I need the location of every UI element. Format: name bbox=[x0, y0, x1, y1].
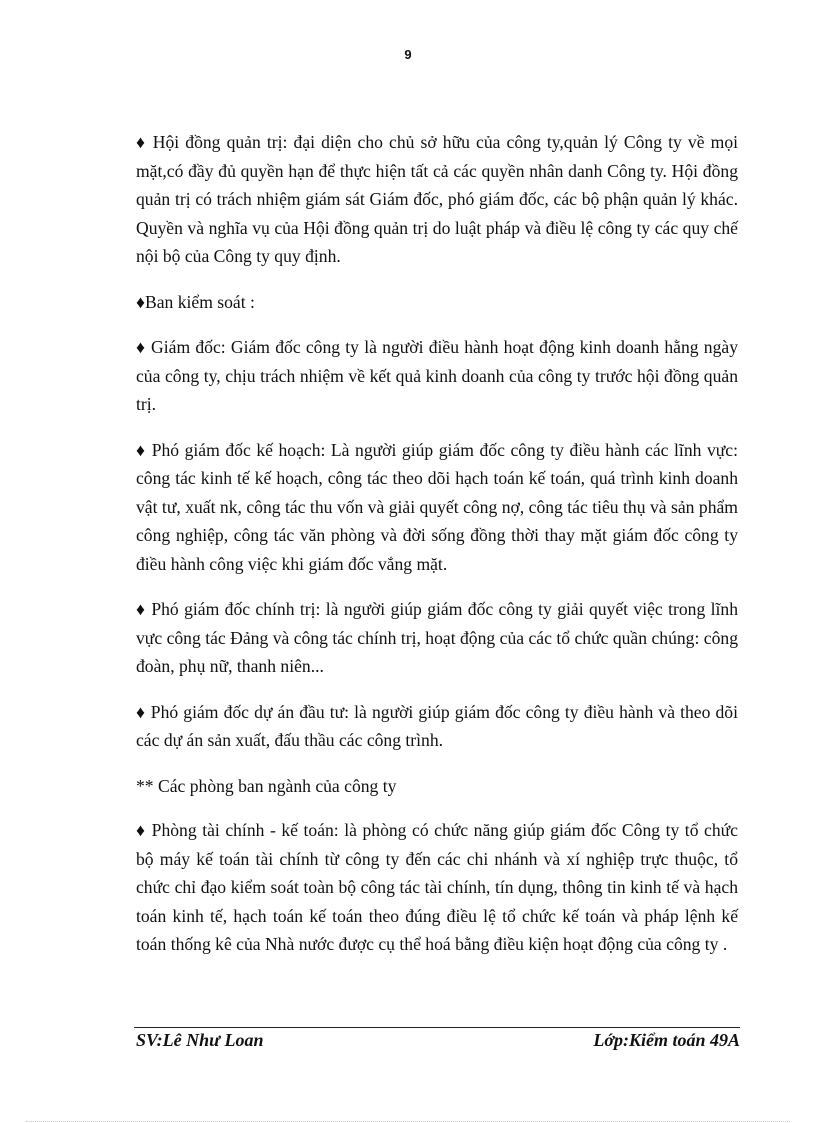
paragraph-giam-doc: ♦ Giám đốc: Giám đốc công ty là người điều hành hoạt động kinh doanh hằng ngày của công ty, chịu trách nhiệm về kết quả kinh doanh của công ty trước hội đồng quản trị. bbox=[136, 337, 738, 414]
page-number: 9 bbox=[404, 47, 412, 62]
paragraph-pho-giam-doc-du-an: ♦ Phó giám đốc dự án đầu tư: là người giúp giám đốc công ty điều hành và theo dõi các dự án sản xuất, đấu thầu các công trình. bbox=[136, 701, 738, 750]
section-heading-phong-ban: ** Các phòng ban ngành của công ty bbox=[136, 775, 397, 796]
paragraph-pho-giam-doc-ke-hoach: ♦ Phó giám đốc kế hoạch: Là người giúp giám đốc công ty điều hành các lĩnh vực: công tác kinh tế kế hoạch, công tác theo dõi hạch toán kế toán, quá trình kinh doanh vật tư, xuất nk, công tác thu vốn và giải quyết công nợ, công tác tiêu thụ và sản phẩm công nghiệp, công tác văn phòng và đời sống đồng thời thay mặt giám đốc công ty điều hành công việc khi giám đốc vắng mặt. bbox=[136, 439, 738, 574]
footer-student-name: SV:Lê Như Loan bbox=[136, 1030, 264, 1050]
footer-divider bbox=[134, 1027, 740, 1028]
paragraph-phong-tai-chinh: ♦ Phòng tài chính - kế toán: là phòng có chức năng giúp giám đốc Công ty tổ chức bộ máy kế toán tài chính từ công ty đến các chi nhánh và xí nghiệp trực thuộc, tổ chức chỉ đạo kiểm soát toàn bộ công tác tài chính, tín dụng, thông tin kinh tế và hạch toán kinh tế, hạch toán kế toán theo đúng điều lệ tổ chức kế toán và pháp lệnh kế toán thống kê của Nhà nước được cụ thể hoá bằng điều kiện hoạt động của công ty . bbox=[136, 820, 738, 954]
page-footer bbox=[136, 1030, 740, 1051]
page-bottom-border bbox=[26, 1121, 790, 1122]
paragraph-ban-kiem-soat: ♦Ban kiểm soát : bbox=[136, 291, 255, 312]
paragraph-pho-giam-doc-chinh-tri: ♦ Phó giám đốc chính trị: là người giúp giám đốc công ty giải quyết việc trong lĩnh vực công tác Đảng và công tác chính trị, hoạt động của các tổ chức quần chúng: công đoàn, phụ nữ, thanh niên... bbox=[136, 599, 738, 676]
paragraph-hoi-dong-quan-tri: ♦ Hội đồng quản trị: đại diện cho chủ sở hữu của công ty,quản lý Công ty về mọi mặt,có đầy đủ quyền hạn để thực hiện tất cả các quyền nhân danh Công ty. Hội đồng quản trị có trách nhiệm giám sát Giám đốc, phó giám đốc, các bộ phận quản lý khác. Quyền và nghĩa vụ của Hội đồng quản trị do luật pháp và điều lệ công ty các quy chế nội bộ của Công ty quy định. bbox=[136, 132, 738, 266]
document-body bbox=[136, 128, 738, 976]
footer-class-name: Lớp:Kiểm toán 49A bbox=[593, 1030, 740, 1050]
